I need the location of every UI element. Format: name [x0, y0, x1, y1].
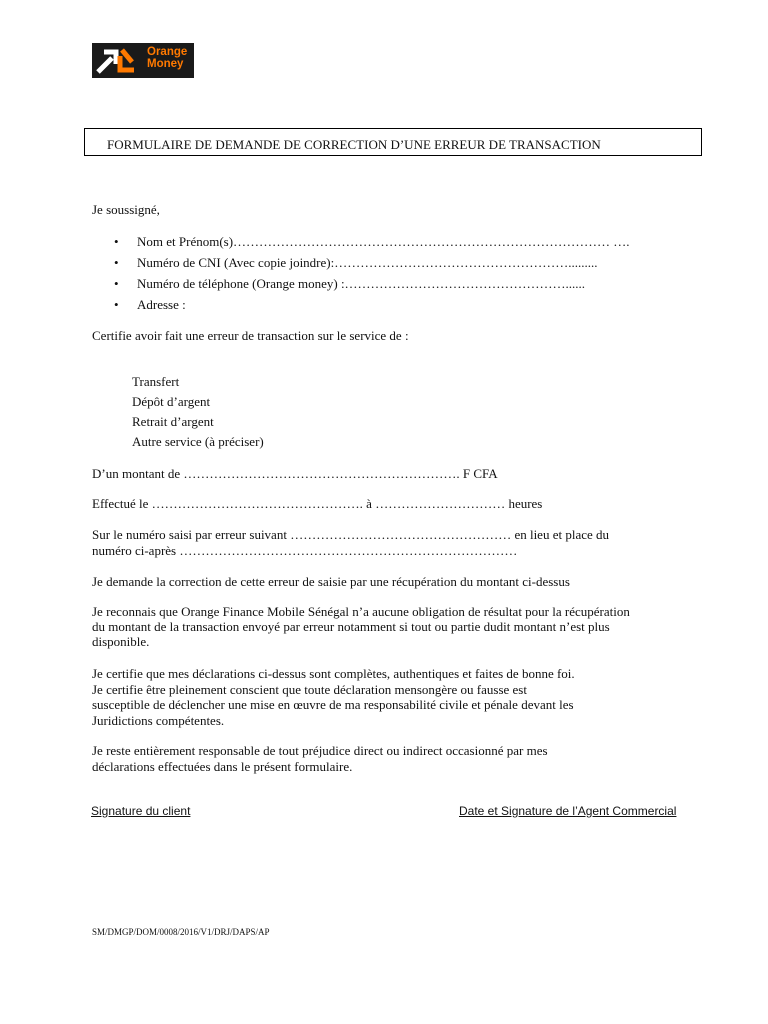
- request-text: Je demande la correction de cette erreur de saisie par une récupération du montant ci-dessus: [92, 574, 570, 589]
- form-title-box: [84, 128, 702, 156]
- service-option-transfert[interactable]: [118, 374, 264, 394]
- bullet-name: [114, 234, 674, 255]
- paragraph-line: Je certifie être pleinement conscient que toute déclaration mensongère ou fausse est: [92, 681, 527, 697]
- document-reference: SM/DMGP/DOM/0008/2016/V1/DRJ/DAPS/AP: [92, 927, 270, 937]
- bullet-dot: •: [114, 276, 119, 291]
- service-label: Transfert: [132, 374, 180, 389]
- bullet-dot: •: [114, 297, 119, 312]
- paragraph-line: disponible.: [92, 634, 150, 649]
- date-field-line[interactable]: Effectué le …………………………………………. à ………………………… heures: [92, 496, 543, 511]
- bullet-cni: [114, 255, 674, 276]
- service-checkbox-list: [118, 374, 264, 454]
- paragraph-line: susceptible de déclencher une mise en œuvre de ma responsabilité civile et pénale devant les: [92, 697, 574, 712]
- name-field-line[interactable]: Nom et Prénom(s)…………………………………………………………………………… ….: [137, 234, 630, 249]
- arrows-icon: [96, 48, 140, 74]
- service-label: Dépôt d’argent: [132, 394, 211, 409]
- service-label: Autre service (à préciser): [132, 434, 264, 449]
- identity-bullet-list: [114, 234, 674, 318]
- logo-line-2: Money: [147, 58, 184, 70]
- certify-service-text: Certifie avoir fait une erreur de transaction sur le service de :: [92, 328, 409, 343]
- agent-signature-label: Date et Signature de l’Agent Commercial: [459, 804, 677, 818]
- correct-number-field-line[interactable]: numéro ci-après ……………………………………………………………………: [92, 543, 518, 558]
- logo-line-1: Orange: [147, 46, 188, 58]
- paragraph-line: déclarations effectuées dans le présent formulaire.: [92, 758, 353, 774]
- bullet-dot: •: [114, 234, 119, 249]
- client-signature-label: Signature du client: [91, 804, 191, 818]
- orange-money-logo: [92, 43, 194, 78]
- service-option-retrait[interactable]: [118, 414, 264, 434]
- responsibility-paragraph: [92, 743, 548, 774]
- paragraph-line: Je certifie que mes déclarations ci-dessus sont complètes, authentiques et faites de bonne foi.: [92, 666, 575, 681]
- declaration-paragraph: [92, 666, 575, 728]
- phone-field-line[interactable]: Numéro de téléphone (Orange money) :……………………………………………......: [137, 276, 586, 291]
- service-label: Retrait d’argent: [132, 414, 214, 429]
- bullet-phone: [114, 276, 674, 297]
- bullet-address: [114, 297, 674, 318]
- paragraph-line: Je reconnais que Orange Finance Mobile Sénégal n’a aucune obligation de résultat pour la récupération: [92, 604, 630, 619]
- paragraph-line: Juridictions compétentes.: [92, 712, 225, 728]
- service-option-depot[interactable]: [118, 394, 264, 414]
- cni-field-line[interactable]: Numéro de CNI (Avec copie joindre):……………………………………………….........: [137, 255, 598, 270]
- logo-text: [147, 46, 187, 70]
- address-field-line[interactable]: Adresse :: [137, 297, 186, 312]
- form-title: FORMULAIRE DE DEMANDE DE CORRECTION D’UNE ERREUR DE TRANSACTION: [107, 137, 601, 152]
- acknowledge-paragraph: [92, 604, 630, 649]
- amount-field-line[interactable]: D’un montant de ………………………………………………………. F CFA: [92, 466, 498, 481]
- intro-text: Je soussigné,: [92, 202, 160, 217]
- paragraph-line: du montant de la transaction envoyé par erreur notamment si tout ou partie dudit montant n’est plus: [92, 619, 610, 634]
- bullet-dot: •: [114, 255, 119, 270]
- paragraph-line: Je reste entièrement responsable de tout préjudice direct ou indirect occasionné par mes: [92, 743, 548, 758]
- wrong-number-field-line[interactable]: Sur le numéro saisi par erreur suivant …………………………………………… en lieu et place du: [92, 527, 610, 542]
- service-option-autre[interactable]: [118, 434, 264, 454]
